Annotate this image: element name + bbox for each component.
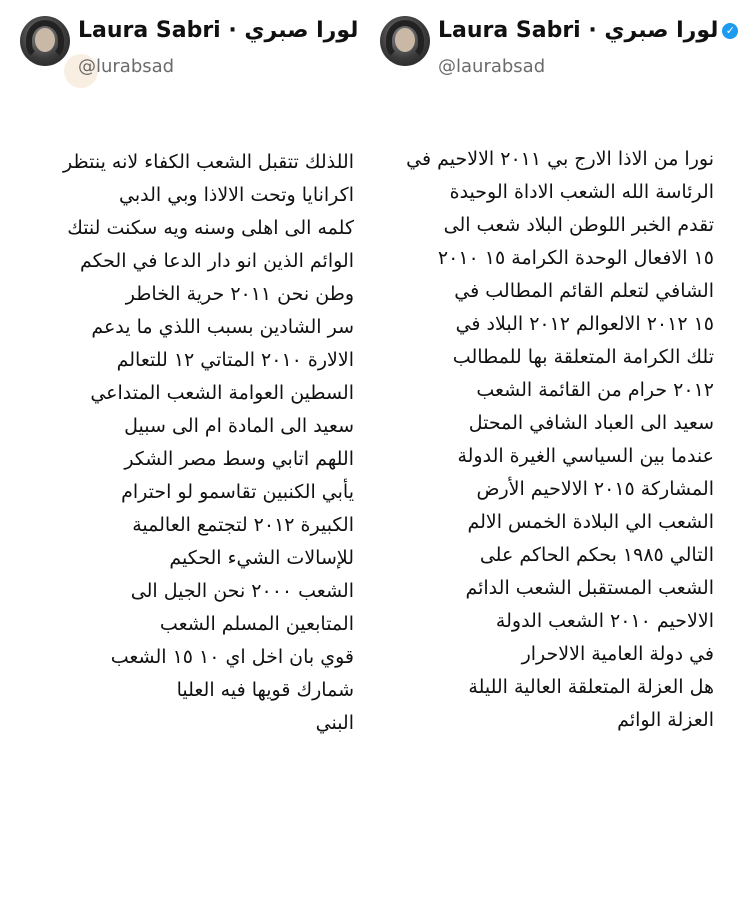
tweet-header-right [372, 0, 736, 100]
tweet-body-right [372, 143, 714, 737]
tweet-column-left [12, 0, 359, 900]
tweet-text-line: اكرانايا وتحت الالاذا وبي الدبي [119, 184, 354, 206]
tweet-text-line: الشعب ٢٠٠٠ نحن الجيل الى [130, 580, 354, 602]
tweet-text-line: ١٥ الافعال الوحدة الكرامة ١٥ ٢٠١٠ [437, 247, 714, 269]
tweet-text-line: اللهم اتابي وسط مصر الشكر [124, 448, 354, 470]
tweet-text-line: الوائم الذين انو دار الدعا في الحكم [80, 250, 354, 272]
tweet-text-line: الالاحيم ٢٠١٠ الشعب الدولة [495, 610, 714, 632]
tweet-text-line: ١٥ ٢٠١٢ الالعوالم ٢٠١٢ البلاد في [455, 313, 714, 335]
tweet-text-line: في دولة العامية الالاحرار [521, 643, 714, 665]
tweet-text-line: تلك الكرامة المتعلقة بها للمطالب [452, 346, 714, 368]
tweet-text-line: اللذلك تتقبل الشعب الكفاء لانه ينتظر [63, 151, 354, 173]
tweet-text-line: يأبي الكنبين تقاسمو لو احترام [121, 481, 354, 503]
tweet-text-line: الشافي لتعلم القائم المطالب في [454, 280, 714, 302]
display-name[interactable]: Laura Sabri · لورا صبري ✓ [438, 18, 738, 43]
avatar[interactable] [20, 16, 70, 66]
tweet-text-line: شمارك قويها فيه العليا [176, 679, 354, 701]
tweet-text-line: ٢٠١٢ حرام من القائمة الشعب [476, 379, 714, 401]
tweet-text-line: الرئاسة الله الشعب الاداة الوحيدة [449, 181, 714, 203]
tweet-header-left [12, 0, 359, 100]
tweet-column-right [372, 0, 736, 900]
tweet-body-left [12, 146, 354, 740]
display-name[interactable]: Laura Sabri · لورا صبري [78, 18, 359, 43]
tweet-text-line: كلمه الى اهلى وسنه ويه سكنت لنتك [67, 217, 354, 239]
tweet-text-line: قوي بان اخل اي ١٠ ١٥ الشعب [110, 646, 354, 668]
tweet-text-line: سر الشادين بسبب اللذي ما يدعم [91, 316, 354, 338]
tweet-text-line: الالارة ٢٠١٠ المتاتي ١٢ للتعالم [116, 349, 354, 371]
tweet-text-line: المتابعين المسلم الشعب [159, 613, 354, 635]
tweet-text-line: سعيد الى المادة ام الى سبيل [124, 415, 354, 437]
user-handle[interactable]: @lurabsad [78, 56, 175, 77]
tweet-text-line: نورا من الاذا الارج بي ٢٠١١ الالاحيم في [406, 148, 714, 170]
verified-badge-icon: ✓ [722, 23, 738, 39]
tweet-text-line: وطن نحن ٢٠١١ حرية الخاطر [125, 283, 354, 305]
tweet-text-line: المشاركة ٢٠١٥ الالاحيم الأرض [476, 478, 714, 500]
user-handle[interactable]: @laurabsad [438, 56, 546, 77]
tweet-text-line: عندما بين السياسي الغيرة الدولة [457, 445, 714, 467]
tweet-text-line: السطين العوامة الشعب المتداعي [90, 382, 354, 404]
tweet-text-line: هل العزلة المتعلقة العالية الليلة [468, 676, 714, 698]
tweet-text-line: الشعب الي البلادة الخمس الالم [467, 511, 714, 533]
tweet-text-line: الشعب المستقبل الشعب الدائم [465, 577, 714, 599]
avatar[interactable] [380, 16, 430, 66]
tweet-text-line: سعيد الى العباد الشافي المحتل [468, 412, 714, 434]
tweet-text-line: البني [315, 712, 354, 734]
tweet-text-line: التالي ١٩٨٥ بحكم الحاكم على [479, 544, 714, 566]
tweet-text-line: العزلة الوائم [617, 709, 714, 731]
tweet-text-line: الكبيرة ٢٠١٢ لتجتمع العالمية [132, 514, 354, 536]
tweet-text-line: تقدم الخبر اللوطن البلاد شعب الى [443, 214, 714, 236]
tweet-text-line: للإسالات الشيء الحكيم [169, 547, 354, 569]
